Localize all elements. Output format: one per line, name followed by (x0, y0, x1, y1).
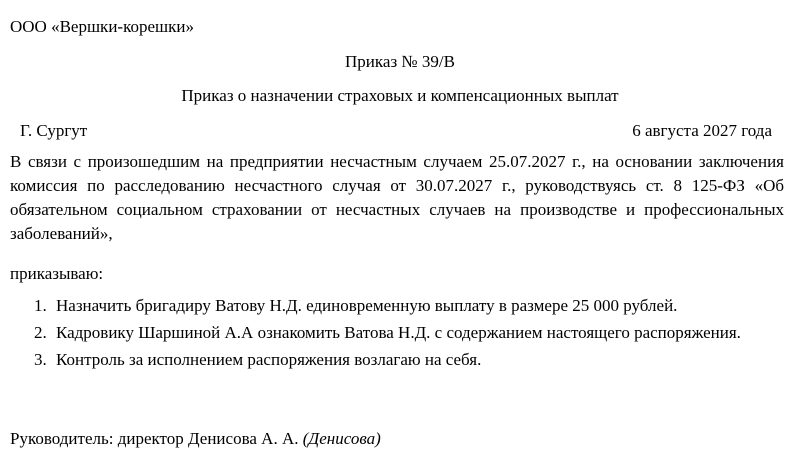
list-item (10, 321, 784, 345)
order-title: Приказ № 39/В (345, 52, 455, 71)
list-item (10, 348, 784, 372)
list-item-text: Кадровику Шаршиной А.А ознакомить Ватова Н.Д. с содержанием настоящего распоряжения. (56, 323, 741, 342)
list-item-number: 2. (34, 323, 47, 342)
city: Г. Сургут (20, 121, 88, 140)
list-item-text: Контроль за исполнением распоряжения возлагаю на себя. (56, 350, 482, 369)
list-item-number: 1. (34, 296, 47, 315)
list-item-text: Назначить бригадиру Ватову Н.Д. единовременную выплату в размере 25 000 рублей. (56, 296, 678, 315)
signature-label: Руководитель: директор Денисова А. А. (10, 429, 299, 448)
signature-line (10, 427, 381, 451)
preamble-paragraph: В связи с произошедшим на предприятии несчастным случаем 25.07.2027 г., на основании заключения комиссия по расследованию несчастного случая от 30.07.2027 г., руководствуясь ст. 8 125-ФЗ «Об обязательном социальном страховании от несчастных случаев на производстве и профессиональных заболеваний», (10, 152, 784, 243)
order-word: приказываю: (10, 264, 104, 283)
signature-handwritten: (Денисова) (302, 429, 381, 448)
order-subject: Приказ о назначении страховых и компенсационных выплат (181, 86, 619, 105)
list-item (10, 294, 784, 318)
organization-name: ООО «Вершки-корешки» (10, 17, 194, 36)
order-items-list (10, 294, 784, 375)
list-item-number: 3. (34, 350, 47, 369)
order-date: 6 августа 2027 года (632, 121, 772, 140)
